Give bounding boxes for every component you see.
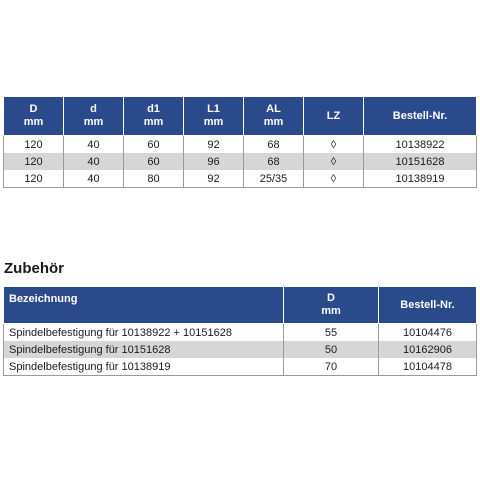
cell-d1: 80 (124, 170, 184, 188)
cell-d-inner: 40 (64, 136, 124, 154)
cell-description: Spindelbefestigung für 10151628 (4, 341, 284, 358)
cell-d1: 60 (124, 136, 184, 154)
table-row (4, 170, 477, 188)
col-header-lz: LZ (304, 97, 364, 136)
cell-l1: 96 (184, 153, 244, 170)
cell-order-number: 10104476 (379, 324, 477, 342)
cell-diameter: 70 (284, 358, 379, 376)
cell-al: 68 (244, 153, 304, 170)
table-row (4, 153, 477, 170)
cell-description: Spindelbefestigung für 10138922 + 10151628 (4, 324, 284, 342)
col-header-order-number: Bestell-Nr. (364, 97, 477, 136)
table-header-row (4, 287, 477, 324)
cell-d-inner: 40 (64, 153, 124, 170)
cell-diameter: 50 (284, 341, 379, 358)
cell-order-number: 10151628 (364, 153, 477, 170)
cell-lz: ◊ (304, 170, 364, 188)
cell-diameter: 55 (284, 324, 379, 342)
cell-d1: 60 (124, 153, 184, 170)
table-row (4, 324, 477, 342)
cell-d-outer: 120 (4, 153, 64, 170)
col-header-al: AL mm (244, 97, 304, 136)
accessories-heading: Zubehör (4, 260, 64, 277)
table-row (4, 341, 477, 358)
cell-l1: 92 (184, 136, 244, 154)
table-row (4, 136, 477, 154)
accessories-table (3, 286, 477, 376)
cell-d-outer: 120 (4, 136, 64, 154)
table-row (4, 358, 477, 376)
col-header-d-outer: D mm (4, 97, 64, 136)
cell-lz: ◊ (304, 136, 364, 154)
cell-l1: 92 (184, 170, 244, 188)
product-table (3, 96, 477, 188)
col-header-order-number: Bestell-Nr. (379, 287, 477, 324)
col-header-l1: L1 mm (184, 97, 244, 136)
table-header-row (4, 97, 477, 136)
cell-description: Spindelbefestigung für 10138919 (4, 358, 284, 376)
cell-al: 25/35 (244, 170, 304, 188)
col-header-diameter: D mm (284, 287, 379, 324)
cell-order-number: 10104478 (379, 358, 477, 376)
cell-d-inner: 40 (64, 170, 124, 188)
cell-al: 68 (244, 136, 304, 154)
cell-order-number: 10162906 (379, 341, 477, 358)
cell-order-number: 10138919 (364, 170, 477, 188)
cell-lz: ◊ (304, 153, 364, 170)
col-header-d1: d1 mm (124, 97, 184, 136)
cell-d-outer: 120 (4, 170, 64, 188)
col-header-description: Bezeichnung (4, 287, 284, 324)
cell-order-number: 10138922 (364, 136, 477, 154)
col-header-d-inner: d mm (64, 97, 124, 136)
